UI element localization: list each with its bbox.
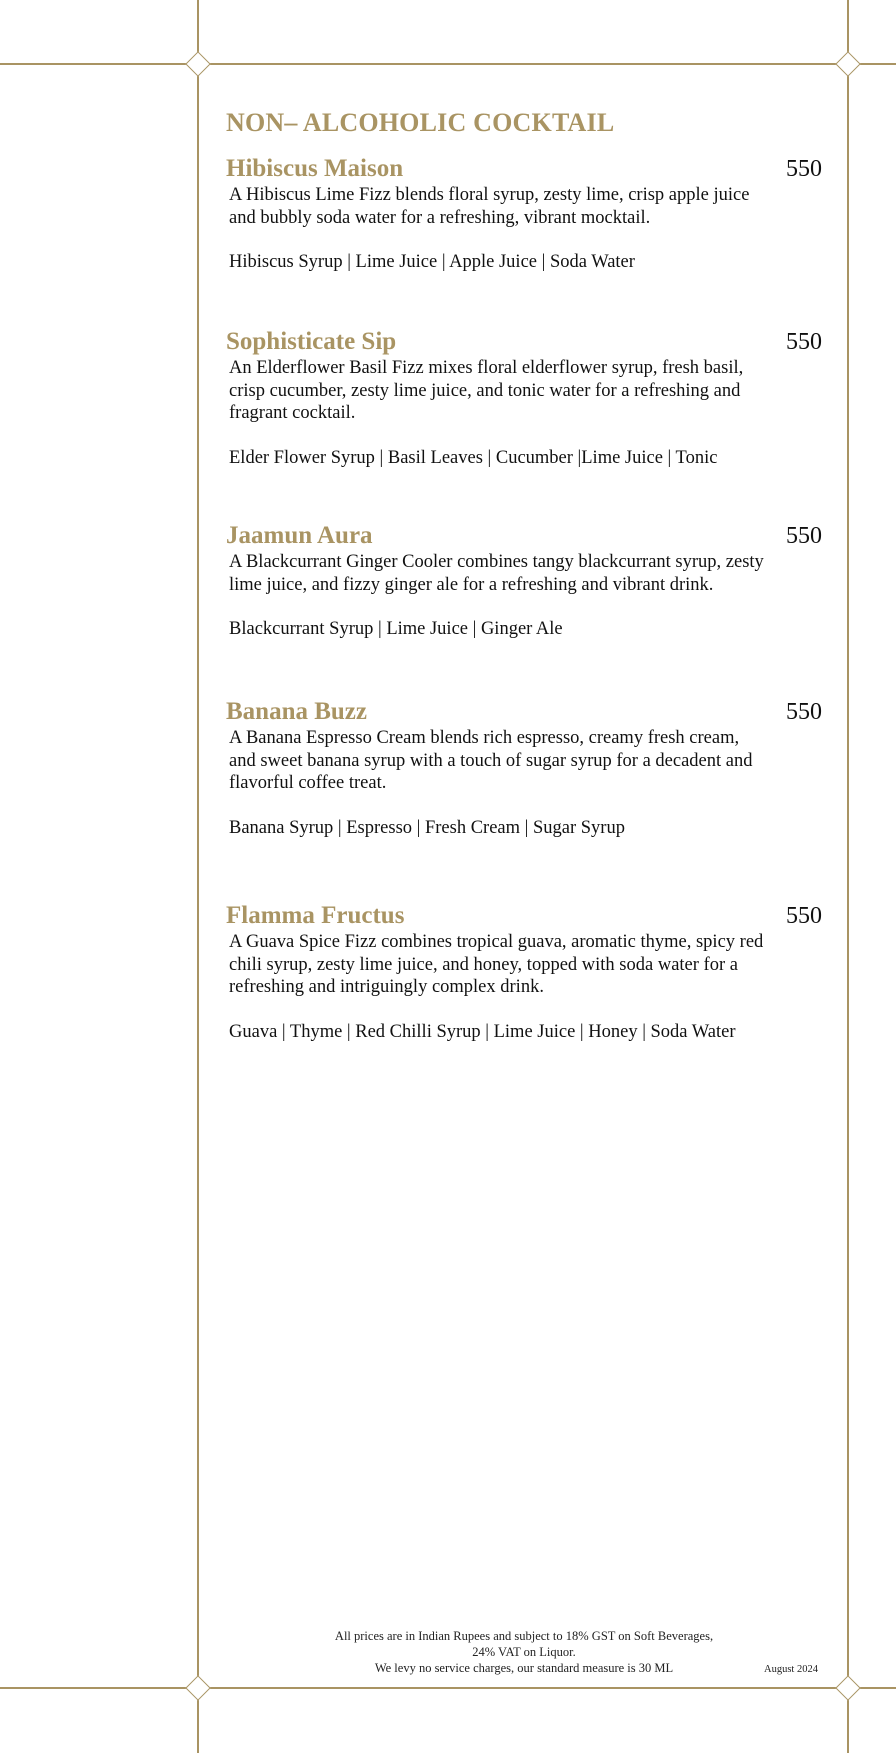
item-price: 550 — [786, 903, 822, 929]
menu-item — [226, 327, 826, 469]
item-ingredients: Guava | Thyme | Red Chilli Syrup | Lime Juice | Honey | Soda Water — [229, 1021, 736, 1042]
item-price: 550 — [786, 699, 822, 725]
frame-top-line — [0, 63, 896, 65]
footer-line-3: We levy no service charges, our standard measure is 30 ML — [374, 1661, 674, 1675]
frame-corner-diamond-top-left — [185, 51, 210, 76]
item-name: Hibiscus Maison — [226, 155, 404, 182]
item-ingredients: Banana Syrup | Espresso | Fresh Cream | Sugar Syrup — [229, 817, 625, 838]
item-name: Banana Buzz — [226, 698, 368, 725]
item-price: 550 — [786, 156, 822, 182]
footer-line-1: All prices are in Indian Rupees and subject to 18% GST on Soft Beverages, — [334, 1629, 714, 1643]
item-ingredients: Hibiscus Syrup | Lime Juice | Apple Juice | Soda Water — [229, 252, 635, 272]
menu-item — [226, 154, 826, 274]
footer-date: August 2024 — [764, 1664, 818, 1675]
frame-corner-diamond-bottom-right — [835, 1675, 860, 1700]
item-description: A Guava Spice Fizz combines tropical guava, aromatic thyme, spicy red chili syrup, zesty lime juice, and honey, topped with soda water for a refreshing and intriguingly complex drink. — [229, 932, 764, 997]
frame-corner-diamond-top-right — [835, 51, 860, 76]
item-description: An Elderflower Basil Fizz mixes floral elderflower syrup, fresh basil, crisp cucumber, zesty lime juice, and tonic water for a refreshing and fragrant cocktail. — [229, 358, 744, 423]
menu-item — [226, 521, 826, 641]
item-name: Flamma Fructus — [226, 902, 405, 929]
section-title: NON– ALCOHOLIC COCKTAIL — [226, 108, 615, 137]
item-name: Jaamun Aura — [226, 522, 373, 549]
footer-note — [300, 1628, 748, 1676]
menu-item — [226, 901, 826, 1043]
frame-corner-diamond-bottom-left — [185, 1675, 210, 1700]
item-ingredients: Blackcurrant Syrup | Lime Juice | Ginger Ale — [229, 619, 563, 639]
frame-bottom-line — [0, 1687, 896, 1689]
item-ingredients: Elder Flower Syrup | Basil Leaves | Cucumber |Lime Juice | Tonic — [229, 447, 718, 468]
footer-line-2: 24% VAT on Liquor. — [472, 1645, 576, 1659]
item-price: 550 — [786, 329, 822, 355]
frame-left-line — [197, 0, 199, 1753]
item-description: A Blackcurrant Ginger Cooler combines tangy blackcurrant syrup, zesty lime juice, and fizzy ginger ale for a refreshing and vibrant drink. — [229, 552, 764, 595]
item-description: A Banana Espresso Cream blends rich espresso, creamy fresh cream, and sweet banana syrup with a touch of sugar syrup for a decadent and flavorful coffee treat. — [229, 728, 753, 793]
frame-right-line — [847, 0, 849, 1753]
item-name: Sophisticate Sip — [226, 328, 397, 355]
item-description: A Hibiscus Lime Fizz blends floral syrup, zesty lime, crisp apple juice and bubbly soda water for a refreshing, vibrant mocktail. — [229, 185, 750, 228]
menu-item — [226, 697, 826, 839]
item-price: 550 — [786, 523, 822, 549]
